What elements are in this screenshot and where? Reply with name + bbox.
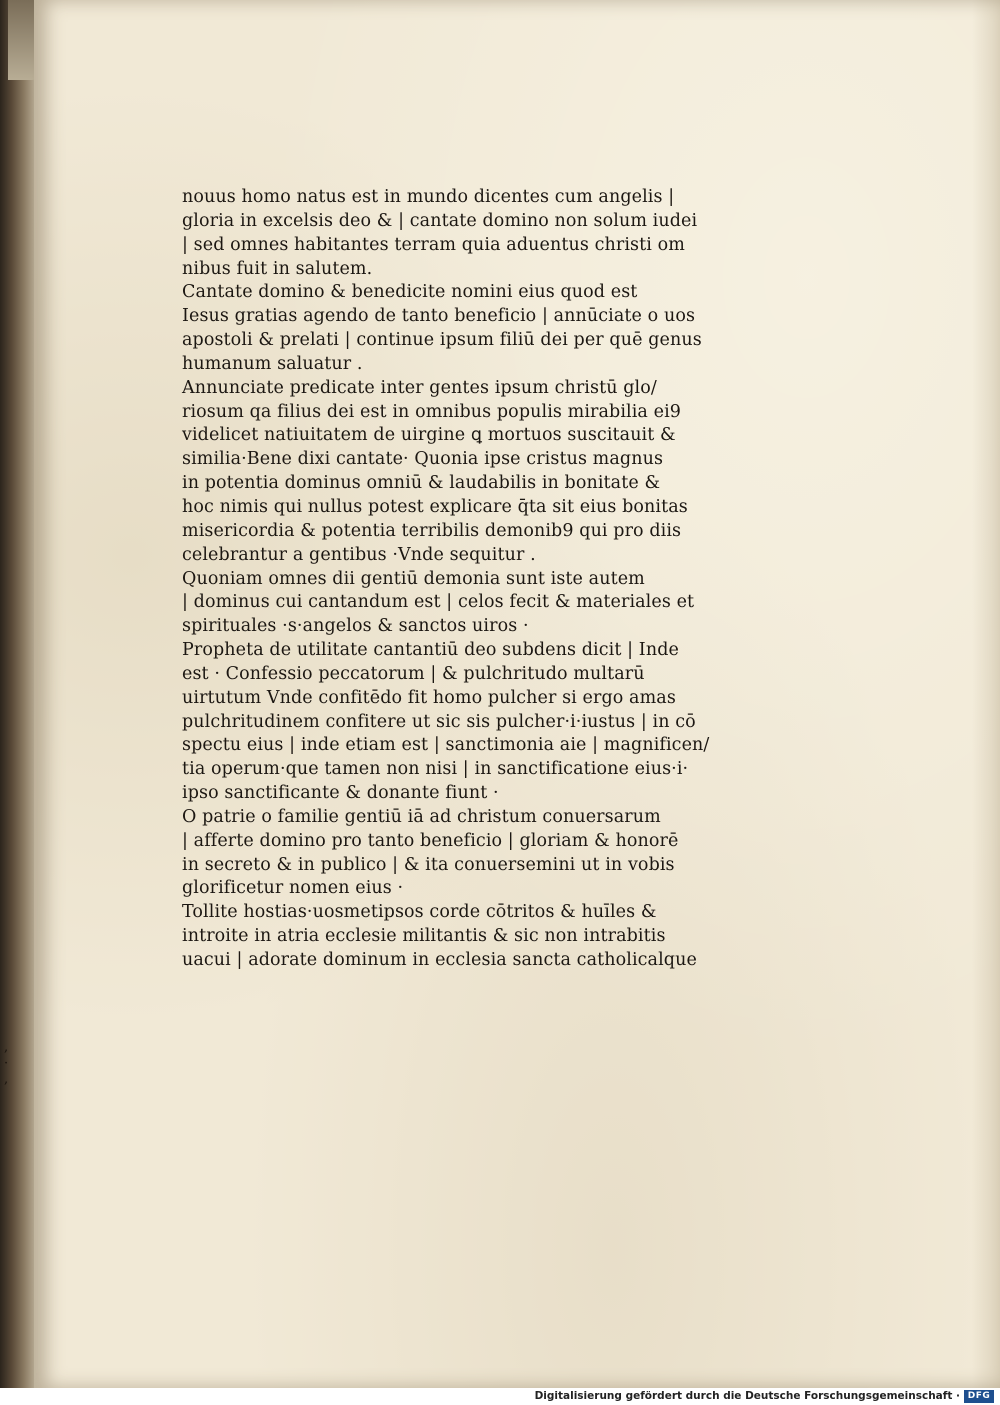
- text-line: spirituales ·s·angelos & sanctos uiros ·: [182, 616, 529, 637]
- text-line: | sed omnes habitantes terram quia aduentus christi om: [182, 234, 685, 255]
- text-line: apostoli & prelati | continue ipsum filiū dei per quē genus: [182, 330, 702, 351]
- text-line: humanum saluatur .: [182, 353, 363, 374]
- text-line: Propheta de utilitate cantantiū deo subdens dicit | Inde: [182, 640, 679, 661]
- text-line: | afferte domino pro tanto beneficio | gloriam & honorē: [182, 830, 679, 851]
- text-line: glorificetur nomen eius ·: [182, 878, 404, 899]
- text-line: nouus homo natus est in mundo dicentes cum angelis |: [182, 187, 675, 207]
- dfg-logo: DFG: [964, 1390, 994, 1403]
- text-line: nibus fuit in salutem.: [182, 258, 373, 279]
- text-line: spectu eius | inde etiam est | sanctimonia aie | magnificen/: [182, 735, 710, 756]
- text-line: riosum qa filius dei est in omnibus populis mirabilia ei9: [182, 401, 681, 422]
- text-line: introite in atria ecclesie militantis & sic non intrabitis: [182, 926, 666, 947]
- page-text-block: [182, 186, 722, 973]
- footer-bar: [0, 1388, 1000, 1405]
- text-line: uacui | adorate dominum in ecclesia sancta catholicalque: [182, 950, 697, 970]
- bleed-through-ink: [769, 880, 979, 970]
- text-line: est · Confessio peccatorum | & pulchritudo multarū: [182, 663, 645, 684]
- spine-marks: , · ,: [4, 1040, 9, 1087]
- text-line: pulchritudinem confitere ut sic sis pulcher·i·iustus | in cō: [182, 711, 696, 732]
- text-line: celebrantur a gentibus ·Vnde sequitur .: [182, 544, 536, 565]
- text-line: Quoniam omnes dii gentiū demonia sunt iste autem: [182, 568, 645, 589]
- text-line: similia·Bene dixi cantate· Quonia ipse cristus magnus: [182, 449, 664, 470]
- text-line: uirtutum Vnde confitēdo fit homo pulcher si ergo amas: [182, 687, 676, 708]
- text-line: Cantate domino & benedicite nomini eius quod est: [182, 282, 638, 303]
- text-line: in potentia dominus omniū & laudabilis in bonitate &: [182, 473, 661, 494]
- text-line: gloria in excelsis deo & | cantate domino non solum iudei: [182, 210, 698, 231]
- page-edge-shadow: [972, 0, 1000, 1388]
- text-line: ipso sanctificante & donante fiunt ·: [182, 783, 499, 804]
- text-line: in secreto & in publico | & ita conuersemini ut in vobis: [182, 854, 675, 875]
- text-line: misericordia & potentia terribilis demonib9 qui pro diis: [182, 520, 682, 541]
- text-line: Tollite hostias·uosmetipsos corde cōtritos & huīles &: [182, 902, 657, 923]
- funding-credit: Digitalisierung gefördert durch die Deutsche Forschungsgemeinschaft ·: [534, 1390, 960, 1402]
- text-line: videlicet natiuitatem de uirgine ꝗ mortuos suscitauit &: [182, 425, 676, 446]
- text-line: | dominus cui cantandum est | celos fecit & materiales et: [182, 592, 695, 613]
- text-line: Iesus gratias agendo de tanto beneficio | annūciate o uos: [182, 306, 696, 327]
- text-line: hoc nimis qui nullus potest explicare q̄ta sit eius bonitas: [182, 496, 688, 517]
- text-line: O patrie o familie gentiū iā ad christum conuersarum: [182, 806, 661, 827]
- text-line: Annunciate predicate inter gentes ipsum christū glo/: [182, 377, 657, 398]
- text-line: tia operum·que tamen non nisi | in sanctificatione eius·i·: [182, 759, 689, 780]
